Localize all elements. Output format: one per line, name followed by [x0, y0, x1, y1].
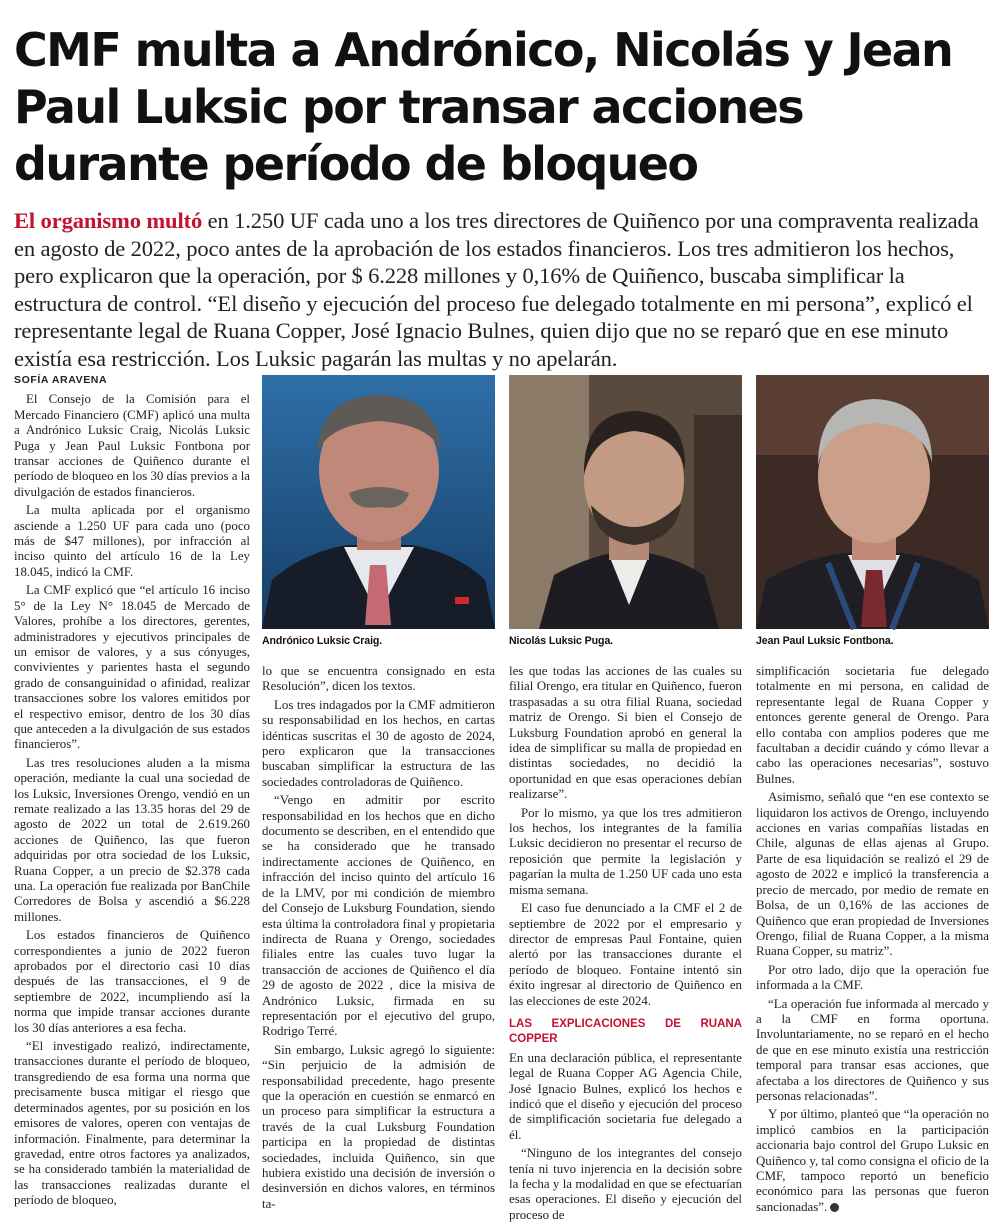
final-paragraph-text: Y por último, planteó que “la operación no implicó cambios en la participación accionaria bajo control del Grupo Luksic en Quiñenco y, tal como consigna el oficio de la CMF, tampoco reportó un beneficio económico para las personas que fueron sancionadas”.: [756, 1107, 989, 1214]
end-of-article-icon: [830, 1203, 839, 1212]
body-paragraph: Los estados financieros de Quiñenco correspondientes a junio de 2022 fueron aprobados por el directorio casi 10 días después de las transacciones, el 9 de septiembre de 2022, incumpliendo así la norma que impide transar acciones durante los 30 días anteriores a esa fecha.: [14, 928, 250, 1035]
body-paragraph: Por lo mismo, ya que los tres admitieron los hechos, los integrantes de la familia Luksic decidieron no presentar el recurso de reposición que permite la legislación y pagarían la multa de 1.250 UF cada uno esta misma semana.: [509, 805, 742, 897]
body-paragraph: La CMF explicó que “el artículo 16 inciso 5° de la Ley N° 18.045 de Mercado de Valores, prohíbe a los directores, gerentes, administradores y ejecutivos principales de un emisor de valores, y a sus cónyuges, convivientes y parientes hasta el segundo grado de consanguinidad o afinidad, realizar transacciones sobre los valores emitidos por el respectivo emisor, dentro de los 30 días que anteceden a la divulgación de sus estados financieros”.: [14, 583, 250, 752]
body-paragraph: lo que se encuentra consignado en esta Resolución”, dicen los textos.: [262, 664, 495, 694]
body-column-3: [509, 664, 742, 1222]
body-paragraph: simplificación societaria fue delegado totalmente en mi persona, en calidad de representante legal de Ruana Copper y entonces gerente general de Orengo. Para ello contaba con amplios poderes que me facultaban a decidir cuándo y cómo llevar a cabo las operaciones necesarias”, sostuvo Bulnes.: [756, 664, 989, 786]
photo-caption: Andrónico Luksic Craig.: [262, 635, 383, 647]
body-paragraph: Asimismo, señaló que “en ese contexto se liquidaron los activos de Orengo, incluyendo acciones en varias compañías listadas en Chile, algunas de ellas ajenas al Grupo. Parte de esa liquidación se realizó el 29 de agosto de 2022 e implicó la transferencia a precio de mercado, por medio de remate en Bolsa, de un 0,16% de las acciones de Quiñenco que eran propiedad de Inversiones Orengo, filial de Ruana Copper, a la misma Ruana Copper, su matriz”.: [756, 790, 989, 959]
body-column-1: [14, 373, 250, 1208]
photo-nicolas-luksic: [509, 375, 742, 629]
body-paragraph-final: [756, 1107, 989, 1215]
lead-text: en 1.250 UF cada uno a los tres directores de Quiñenco por una compraventa realizada en agosto de 2022, poco antes de la aprobación de los estados financieros. Los tres admitieron los hechos, pero explicaron que la operación, por $ 6.228 millones y 0,16% de Quiñenco, buscaba simplificar la estructura de control. “El diseño y ejecución del proceso fue delegado totalmente en mi persona”, explicó el representante legal de Ruana Copper, José Ignacio Bulnes, quien dijo que no se reparó que en ese minuto existía esa restricción. Los Luksic pagarán las multas y no apelarán.: [14, 208, 979, 371]
lead-kicker: El organismo multó: [14, 208, 203, 233]
body-paragraph: Sin embargo, Luksic agregó lo siguiente: “Sin perjuicio de la admisión de responsabilidad precedente, hago presente que la operación en cuestión se enmarcó en un proceso para simplificar la estructura a través de la cual Luksburg Foundation participa en la propiedad de distintas sociedades, incluida Quiñenco, sin que hubiera existido una decisión de inversión o desinversión en dichos valores, en términos ta-: [262, 1042, 495, 1211]
photo-andronico-luksic: [262, 375, 495, 629]
byline: SOFÍA ARAVENA: [14, 374, 108, 386]
body-paragraph: “Vengo en admitir por escrito responsabilidad en los hechos que en dicho documento se describen, en el entendido que se ha considerado que he transado indirectamente acciones de Quiñenco, en infracción del inciso quinto del artículo 16 de la LMV, por mi condición de miembro del Consejo de Luksburg Foundation, siendo esta última la controladora final y propietaria indirecta de Ruana y Orengo, sociedades filiales entre las cuales tuvo lugar la transacción de acciones de Quiñenco el día 29 de agosto de 2022 , dice la misiva de Andrónico Luksic, firmada en su representación por el ejecutivo del grupo, Rodrigo Terré.: [262, 793, 495, 1039]
body-paragraph: “El investigado realizó, indirectamente, transacciones durante el período de bloqueo, transgrediendo de esa forma una norma que precisamente busca mitigar el riesgo que determinados agentes, por su posición en los emisores de valores, operen con ventajas de información. Finalmente, para determinar la gravedad, entre otros factores ya analizados, se ha considerado también la materialidad de las transacciones realizadas durante el período de bloqueo,: [14, 1039, 250, 1208]
headline: CMF multa a Andrónico, Nicolás y Jean Paul Luksic por transar acciones durante período de bloqueo: [14, 23, 953, 191]
body-paragraph: En una declaración pública, el representante legal de Ruana Copper AG Agencia Chile, José Ignacio Bulnes, explicó los hechos e indicó que el diseño y ejecución del proceso de simplificación societaria fue delegado a él.: [509, 1050, 742, 1142]
body-paragraph: Por otro lado, dijo que la operación fue informada a la CMF.: [756, 962, 989, 993]
body-column-2: [262, 664, 495, 1211]
photo-caption: Nicolás Luksic Puga.: [509, 635, 613, 647]
body-column-4: [756, 664, 989, 1214]
body-paragraph: “La operación fue informada al mercado y a la CMF en forma oportuna. Involuntariamente, no se reparó en el hecho de que en ese minuto existía una restricción temporal para transar esas acciones, que afectaba a los directores de Quiñenco y sus personas relacionadas”.: [756, 996, 989, 1103]
body-paragraph: les que todas las acciones de las cuales su filial Orengo, era titular en Quiñenco, fueron traspasadas a su otra filial Ruana, sociedad matriz de Orengo. Si bien el Consejo de Luksburg Foundation aprobó en general la idea de simplificar su malla de propiedad en distintas sociedades, no decidió la oportunidad en que esas operaciones debían realizarse”.: [509, 664, 742, 802]
body-paragraph: El Consejo de la Comisión para el Mercado Financiero (CMF) aplicó una multa a Andrónico Luksic Craig, Nicolás Luksic Puga y Jean Paul Luksic Fontbona por transar acciones de Quiñenco durante el período de bloqueo en los 30 días previos a la divulgación de estados financieros.: [14, 392, 250, 499]
section-subheading: LAS EXPLICACIONES DE RUANA COPPER: [509, 1017, 742, 1046]
body-paragraph: “Ninguno de los integrantes del consejo tenía ni tuvo injerencia en la decisión sobre la fecha y la modalidad en que se efectuarían esas operaciones. El diseño y ejecución del proceso de: [509, 1146, 742, 1222]
body-paragraph: Los tres indagados por la CMF admitieron su responsabilidad en los hechos, en cartas idénticas suscritas el 30 de agosto de 2024, pero explicaron que la transacciones buscaban simplificar la estructura de las sociedades controladoras de Quiñenco.: [262, 697, 495, 789]
body-paragraph: El caso fue denunciado a la CMF el 2 de septiembre de 2022 por el empresario y director de empresas Paul Fontaine, quien alertó por las transacciones durante el período de bloqueo. Fontaine intentó sin éxito ingresar al directorio de Quiñenco en las elecciones de este 2024.: [509, 901, 742, 1008]
photo-jean-paul-luksic: [756, 375, 989, 629]
photo-caption: Jean Paul Luksic Fontbona.: [756, 635, 894, 647]
lead-paragraph: [14, 207, 989, 373]
body-paragraph: Las tres resoluciones aluden a la misma operación, mediante la cual una sociedad de los Luksic, Inversiones Orengo, vendió en un remate realizado a las 13.35 horas del 29 de agosto de 2022 un total de 2.619.260 acciones de Quiñenco, las que fueron adquiridas por otra sociedad de los Luksic, Ruana Copper, a un precio de $2.378 cada una. La operación fue realizada por BanChile Corredores de Bolsa y ascendió a $6.228 millones.: [14, 755, 250, 924]
body-paragraph: La multa aplicada por el organismo asciende a 1.250 UF para cada uno (poco más de $47 millones), por infracción al inciso quinto del artículo 16 de la Ley 18.045, indicó la CMF.: [14, 503, 250, 579]
